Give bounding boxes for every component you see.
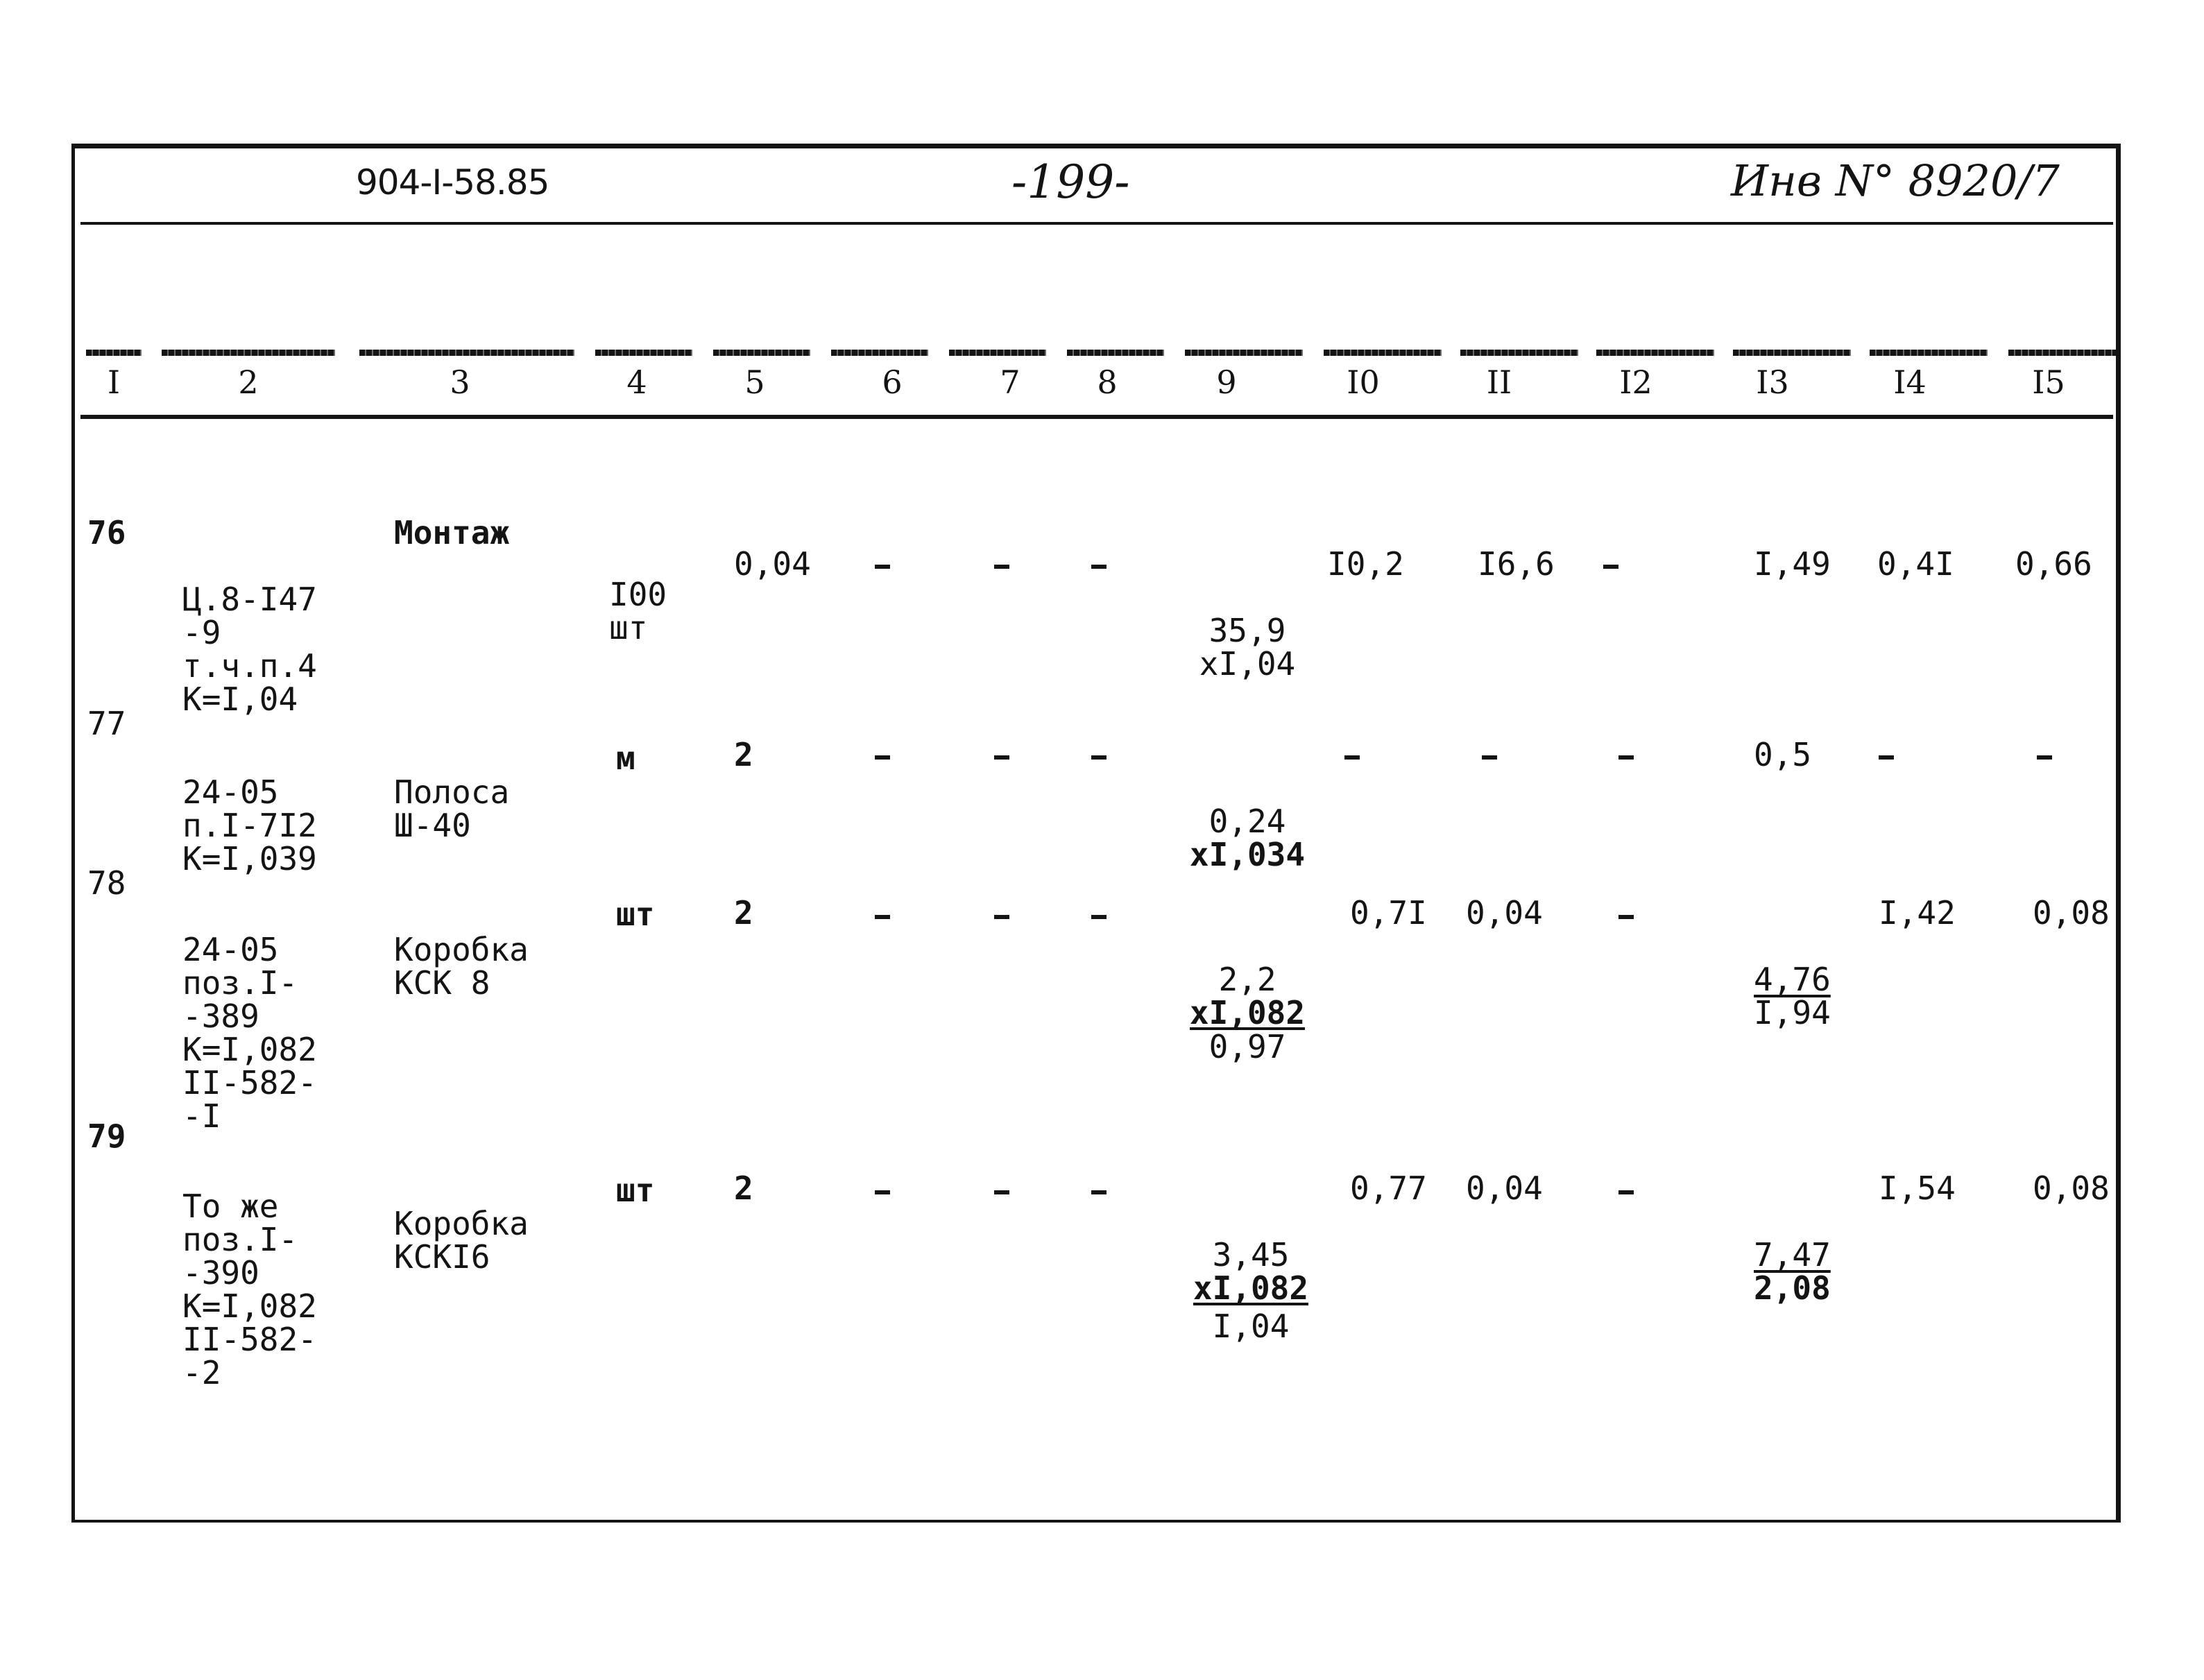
cell-col15: 0,08 [2033,894,2110,932]
cell-col10: I0,2 [1327,545,1404,583]
row-unit: шт [616,1172,655,1209]
row-unit: шт [616,895,655,933]
column-number: 5 [744,363,765,401]
column-number: II [1486,363,1512,401]
cell-col7-dash [994,565,1009,569]
cell-col6-dash [875,755,890,760]
cell-col9: 3,45 xI,082 I,04 [1193,1236,1309,1345]
cell-col14: I,42 [1879,894,1956,932]
cell-col14: 0,4I [1877,545,1954,583]
column-number: 7 [1000,363,1020,401]
inventory-number: Инв N° 8920/7 [1731,155,2060,206]
row-reference: Ц.8-I47 -9 т.ч.п.4 К=I,04 [182,581,317,718]
cell-col8-dash [1091,1190,1107,1194]
cell-col5: 0,04 [734,545,811,583]
row-number: 78 [87,864,126,902]
column-dash [1324,350,1442,356]
column-dash [162,350,335,356]
column-dash [713,350,810,356]
row-name: Монтаж [394,514,510,551]
cell-col6-dash [875,565,890,569]
column-dash [831,350,928,356]
row-number: 77 [87,705,126,742]
cell-col5: 2 [734,894,753,932]
row-name: Коробка КСКI6 [394,1205,529,1276]
cell-col8-dash [1091,755,1107,760]
column-number: I2 [1619,363,1652,401]
cell-col15-dash [2037,755,2052,760]
cell-col5: 2 [734,736,753,773]
cell-col10: 0,77 [1350,1169,1427,1207]
cell-col8-dash [1091,915,1107,919]
column-number: 9 [1216,363,1237,401]
column-dash [1185,350,1303,356]
column-number: I3 [1756,363,1789,401]
cell-col10-dash [1344,755,1360,760]
cell-col11: 0,04 [1466,1169,1543,1207]
column-number: 6 [882,363,903,401]
cell-col8-dash [1091,565,1107,569]
column-number: 3 [450,363,470,401]
column-header-rule [80,415,2113,419]
column-number: 2 [238,363,259,401]
cell-col6-dash [875,915,890,919]
cell-col15: 0,08 [2033,1169,2110,1207]
cell-col7-dash [994,915,1009,919]
column-dash [949,350,1046,356]
column-number: I [107,363,121,401]
row-unit: м [616,739,635,777]
cell-col13: I,49 [1754,545,1831,583]
column-number: I5 [2032,363,2065,401]
cell-col9: 0,24 xI,034 [1189,803,1306,873]
column-number: 4 [626,363,647,401]
cell-col14-dash [1879,755,1894,760]
row-reference: 24-05 п.I-7I2 К=I,039 [182,773,317,877]
cell-col14: I,54 [1879,1169,1956,1207]
column-dash [1596,350,1714,356]
cell-col11-dash [1482,755,1497,760]
cell-col6-dash [875,1190,890,1194]
column-dash [1460,350,1578,356]
header-rule [80,222,2113,225]
cell-col5: 2 [734,1169,753,1207]
cell-col9: 2,2 xI,082 0,97 [1189,961,1306,1065]
cell-col7-dash [994,1190,1009,1194]
column-number: 8 [1097,363,1118,401]
cell-col15: 0,66 [2015,545,2092,583]
row-name: Полоса Ш-40 [394,773,510,844]
row-unit: I00 шт [609,576,667,646]
row-name: Коробка КСК 8 [394,931,529,1002]
cell-col13: 7,47 2,08 [1754,1236,1831,1307]
column-number: I4 [1893,363,1927,401]
document-code: 904-I-58.85 [356,162,549,203]
row-reference: 24-05 поз.I- -389 К=I,082 II-582- -I [182,931,317,1135]
cell-col11: 0,04 [1466,894,1543,932]
column-number: I0 [1347,363,1380,401]
cell-col12-dash [1618,755,1634,760]
column-dash [1870,350,1988,356]
row-reference: То же поз.I- -390 К=I,082 II-582- -2 [182,1188,317,1391]
row-number: 79 [87,1117,126,1155]
cell-col12-dash [1618,915,1634,919]
row-number: 76 [87,514,126,551]
column-dash [2008,350,2116,356]
column-dash [1733,350,1851,356]
page-number: -199- [1011,155,1130,209]
cell-col9: 35,9 xI,04 [1199,612,1296,683]
cell-col10: 0,7I [1350,894,1427,932]
column-dash [86,350,142,356]
cell-col11: I6,6 [1478,545,1555,583]
document-sheet [71,144,2121,1523]
cell-col12-dash [1603,565,1618,569]
cell-col13: 0,5 [1754,736,1812,773]
cell-col13: 4,76 I,94 [1754,961,1831,1031]
column-dash [359,350,574,356]
cell-col12-dash [1618,1190,1634,1194]
column-dash [595,350,692,356]
column-dash [1067,350,1164,356]
cell-col7-dash [994,755,1009,760]
